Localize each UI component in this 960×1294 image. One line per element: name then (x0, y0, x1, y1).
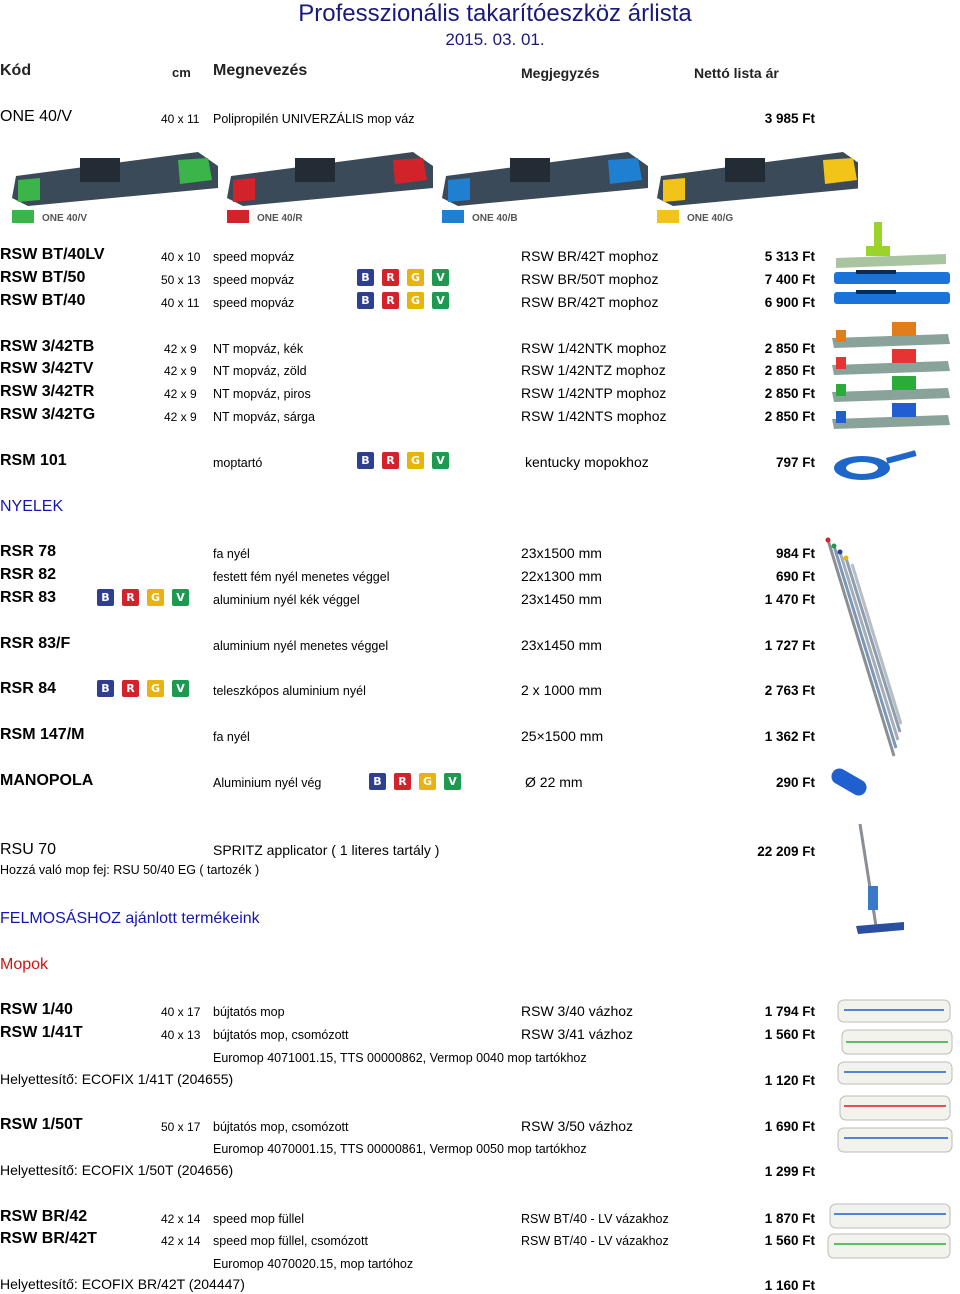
product-size: 40 x 11 (161, 296, 200, 310)
spray-mop-image (842, 822, 912, 942)
substitute-label: Helyettesítő: ECOFIX 1/50T (204656) (0, 1162, 234, 1178)
substitute-price: 1 120 Ft (764, 1073, 815, 1088)
product-code: RSW BR/42T (0, 1230, 97, 1247)
product-note: RSW 1/42NTZ mophoz (521, 362, 666, 378)
product-size: 50 x 17 (161, 1120, 201, 1134)
badge-green: V (432, 452, 449, 469)
color-badges (97, 589, 189, 606)
image-caption: ONE 40/B (472, 213, 518, 224)
product-price: 2 850 Ft (764, 341, 815, 356)
product-name: NT mopváz, sárga (213, 410, 315, 424)
image-caption: ONE 40/G (687, 213, 734, 224)
product-size: 40 x 11 (161, 112, 200, 126)
product-price: 7 400 Ft (764, 272, 815, 287)
product-name: fa nyél (213, 547, 250, 561)
product-note: 2 x 1000 mm (521, 682, 602, 698)
product-note: RSW 1/42NTK mophoz (521, 340, 667, 356)
badge-red: R (394, 773, 411, 790)
color-badges (97, 680, 189, 697)
product-note: 23x1500 mm (521, 545, 602, 561)
section-title-mops: Mopok (0, 956, 49, 973)
badge-green: V (444, 773, 461, 790)
product-note: RSW BT/40 - LV vázakhoz (521, 1234, 669, 1248)
product-price: 1 470 Ft (764, 592, 815, 607)
mop-frame-blue-image (442, 152, 648, 224)
product-price: 1 560 Ft (764, 1233, 815, 1248)
product-name: speed mop füllel, csomózott (213, 1234, 368, 1248)
badge-yellow: G (407, 452, 424, 469)
compat-note: Euromop 4070001.15, TTS 00000861, Vermop 0050 mop tartókhoz (213, 1142, 587, 1156)
product-note: 23x1450 mm (521, 591, 602, 607)
color-badges (369, 773, 461, 790)
badge-blue: B (357, 452, 374, 469)
product-name: Aluminium nyél vég (213, 776, 322, 790)
product-price: 22 209 Ft (757, 844, 815, 859)
product-size: 42 x 14 (161, 1234, 201, 1248)
product-name: aluminium nyél kék véggel (213, 593, 360, 607)
product-note: RSW BT/40 - LV vázakhoz (521, 1212, 669, 1226)
nt-mop-frame-images (826, 318, 958, 430)
badge-yellow: G (407, 269, 424, 286)
product-note: Ø 22 mm (525, 774, 583, 790)
product-note: RSW BR/42T mophoz (521, 248, 659, 264)
product-note: 22x1300 mm (521, 568, 602, 584)
badge-red: R (122, 680, 139, 697)
product-name: NT mopváz, zöld (213, 364, 307, 378)
badge-red: R (382, 452, 399, 469)
product-size: 50 x 13 (161, 273, 201, 287)
col-header-note: Megjegyzés (521, 65, 600, 81)
page-date: 2015. 03. 01. (445, 30, 545, 49)
badge-green: V (432, 292, 449, 309)
col-header-cm: cm (172, 65, 191, 80)
mop-frame-yellow-image (657, 152, 858, 224)
product-code: RSM 147/M (0, 726, 85, 743)
handles-image (822, 536, 902, 772)
product-size: 42 x 9 (164, 387, 197, 401)
mop-holder-image (828, 440, 918, 490)
product-code: RSR 82 (0, 566, 57, 583)
product-note: RSW 1/42NTP mophoz (521, 385, 667, 401)
image-caption: ONE 40/V (42, 213, 88, 224)
product-size: 42 x 14 (161, 1212, 201, 1226)
product-note: 23x1450 mm (521, 637, 602, 653)
product-name: fa nyél (213, 730, 250, 744)
mop-head-images (836, 1092, 956, 1162)
product-note: RSW BR/42T mophoz (521, 294, 659, 310)
product-name: SPRITZ applicator ( 1 literes tartály ) (213, 842, 440, 858)
substitute-label: Helyettesítő: ECOFIX BR/42T (204447) (0, 1276, 245, 1292)
product-note: RSW 3/41 vázhoz (521, 1026, 634, 1042)
col-header-name: Megnevezés (213, 62, 308, 79)
badge-green: V (432, 269, 449, 286)
product-name: speed mop füllel (213, 1212, 305, 1226)
handle-grip-image (826, 768, 876, 810)
product-note: RSW 3/50 vázhoz (521, 1118, 634, 1134)
badge-blue: B (357, 269, 374, 286)
product-price: 290 Ft (775, 775, 815, 790)
badge-red: R (122, 589, 139, 606)
product-price: 1 690 Ft (764, 1119, 815, 1134)
product-code: RSW BR/42 (0, 1208, 88, 1225)
product-size: 40 x 17 (161, 1005, 201, 1019)
mop-head-images (826, 1200, 956, 1264)
product-code: MANOPOLA (0, 772, 94, 789)
product-name: speed mopváz (213, 250, 295, 264)
speed-mop-frame-images (826, 220, 956, 312)
product-price: 1 727 Ft (764, 638, 815, 653)
product-price: 2 850 Ft (764, 386, 815, 401)
product-code: RSU 70 (0, 841, 57, 858)
product-code: ONE 40/V (0, 108, 73, 125)
badge-red: R (382, 269, 399, 286)
product-code: RSW BT/40LV (0, 246, 105, 263)
product-code: RSW 1/40 (0, 1001, 73, 1018)
product-note: kentucky mopokhoz (525, 454, 649, 470)
page-title: Professzionális takarítóeszköz árlista (298, 0, 692, 27)
product-price: 3 985 Ft (764, 111, 815, 126)
badge-blue: B (357, 292, 374, 309)
product-name: teleszkópos aluminium nyél (213, 684, 366, 698)
image-caption: ONE 40/R (257, 213, 303, 224)
badge-yellow: G (147, 680, 164, 697)
product-note: 25×1500 mm (521, 728, 604, 744)
product-size: 40 x 10 (161, 250, 201, 264)
product-note: RSW BR/50T mophoz (521, 271, 659, 287)
product-name: aluminium nyél menetes véggel (213, 639, 389, 653)
product-size: 42 x 9 (164, 410, 197, 424)
product-name: NT mopváz, kék (213, 342, 304, 356)
product-price: 2 763 Ft (764, 683, 815, 698)
color-badges (357, 452, 449, 469)
product-name: bújtatós mop, csomózott (213, 1028, 349, 1042)
product-code: RSW 3/42TV (0, 360, 94, 377)
product-code: RSW 1/41T (0, 1024, 83, 1041)
badge-yellow: G (419, 773, 436, 790)
product-name: speed mopváz (213, 273, 295, 287)
color-badges (357, 292, 449, 309)
product-code: RSR 84 (0, 680, 57, 697)
product-price: 984 Ft (775, 546, 815, 561)
product-name: bújtatós mop, csomózott (213, 1120, 349, 1134)
col-header-code: Kód (0, 62, 32, 79)
product-price: 5 313 Ft (764, 249, 815, 264)
section-title-handles: NYELEK (0, 498, 64, 515)
product-size: 42 x 9 (164, 364, 197, 378)
product-code: RSW BT/50 (0, 269, 86, 286)
badge-yellow: G (407, 292, 424, 309)
product-code: RSM 101 (0, 452, 67, 469)
product-code: RSW 3/42TG (0, 406, 96, 423)
product-code: RSR 83/F (0, 635, 71, 652)
badge-blue: B (97, 680, 114, 697)
product-code: RSW 3/42TB (0, 338, 95, 355)
product-code: RSW 3/42TR (0, 383, 95, 400)
badge-yellow: G (147, 589, 164, 606)
product-name: bújtatós mop (213, 1005, 285, 1019)
product-note: RSW 3/40 vázhoz (521, 1003, 634, 1019)
compat-note: Euromop 4071001.15, TTS 00000862, Vermop 0040 mop tartókhoz (213, 1051, 587, 1065)
product-price: 1 560 Ft (764, 1027, 815, 1042)
product-price: 2 850 Ft (764, 363, 815, 378)
product-name: moptartó (213, 456, 263, 470)
product-name: NT mopváz, piros (213, 387, 311, 401)
product-price: 2 850 Ft (764, 409, 815, 424)
product-subnote: Hozzá való mop fej: RSU 50/40 EG ( tartozék ) (0, 863, 260, 877)
product-code: RSR 83 (0, 589, 57, 606)
substitute-label: Helyettesítő: ECOFIX 1/41T (204655) (0, 1071, 234, 1087)
product-price: 797 Ft (775, 455, 815, 470)
product-name: speed mopváz (213, 296, 295, 310)
product-price: 1 870 Ft (764, 1211, 815, 1226)
product-size: 42 x 9 (164, 342, 197, 356)
badge-green: V (172, 589, 189, 606)
product-size: 40 x 13 (161, 1028, 201, 1042)
product-code: RSW 1/50T (0, 1116, 83, 1133)
product-code: RSW BT/40 (0, 292, 86, 309)
badge-red: R (382, 292, 399, 309)
col-header-price: Nettó lista ár (694, 65, 779, 81)
mop-frame-images (8, 148, 858, 230)
product-note: RSW 1/42NTS mophoz (521, 408, 667, 424)
substitute-price: 1 299 Ft (764, 1164, 815, 1179)
mop-head-images (836, 996, 956, 1090)
badge-blue: B (369, 773, 386, 790)
product-name: Polipropilén UNIVERZÁLIS mop váz (213, 112, 415, 126)
badge-green: V (172, 680, 189, 697)
compat-note: Euromop 4070020.15, mop tartóhoz (213, 1257, 414, 1271)
product-price: 1 794 Ft (764, 1004, 815, 1019)
product-code: RSR 78 (0, 543, 57, 560)
substitute-price: 1 160 Ft (764, 1278, 815, 1293)
product-price: 1 362 Ft (764, 729, 815, 744)
mop-frame-green-image (12, 152, 218, 224)
product-name: festett fém nyél menetes véggel (213, 570, 390, 584)
color-badges (357, 269, 449, 286)
mop-frame-red-image (227, 152, 433, 224)
badge-blue: B (97, 589, 114, 606)
product-price: 6 900 Ft (764, 295, 815, 310)
section-title-recommended: FELMOSÁSHOZ ajánlott termékeink (0, 910, 260, 927)
product-price: 690 Ft (775, 569, 815, 584)
